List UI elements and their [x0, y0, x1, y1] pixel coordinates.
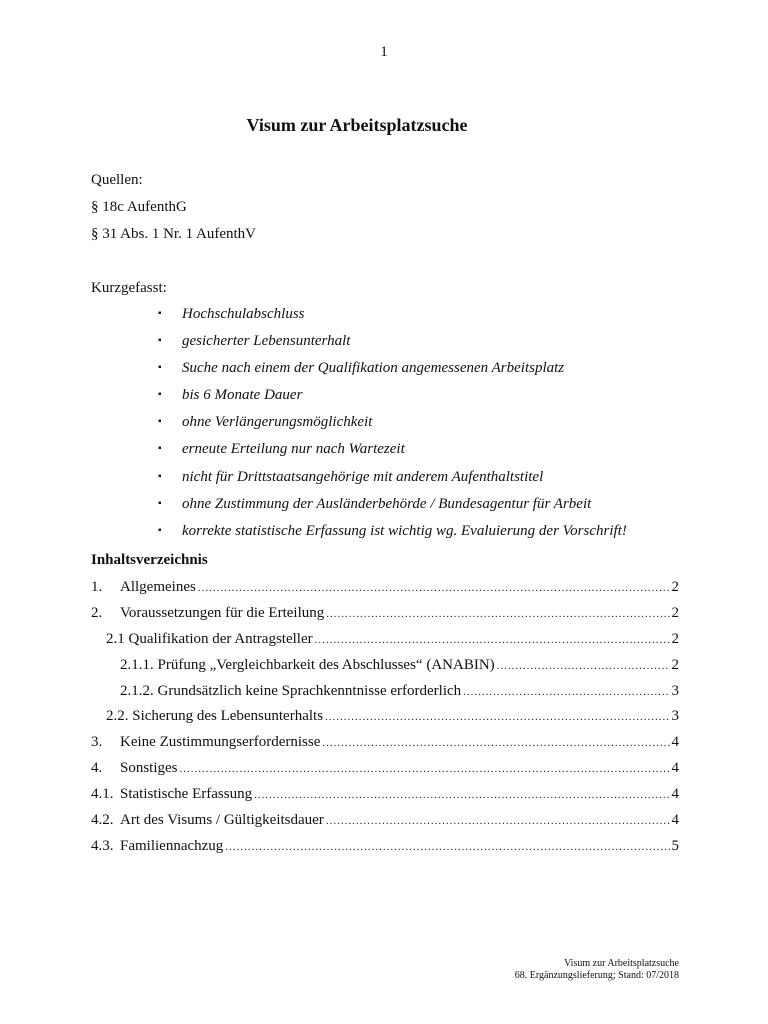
summary-label: Kurzgefasst: [91, 280, 167, 296]
toc-entry-page: 3 [671, 708, 679, 725]
toc-leader [225, 838, 669, 856]
summary-item-text: ohne Zustimmung der Ausländerbehörde / Bundesagentur für Arbeit [182, 495, 592, 512]
toc-entry-page: 5 [671, 837, 679, 854]
toc-entry-page: 4 [671, 812, 679, 829]
sources-label: Quellen: [91, 172, 143, 188]
summary-item-text: ohne Verlängerungsmöglichkeit [182, 414, 373, 431]
toc-entry-page: 4 [671, 786, 679, 803]
toc-entry-text: Allgemeines [120, 579, 196, 595]
bullet-icon: ▪ [158, 524, 162, 536]
toc-heading: Inhaltsverzeichnis [91, 552, 208, 568]
toc-entry-statistik[interactable] [91, 785, 679, 811]
toc-entry-zustimmung[interactable] [91, 733, 679, 759]
summary-item-text: bis 6 Monate Dauer [182, 387, 303, 404]
bullet-icon: ▪ [158, 497, 162, 509]
toc-leader [322, 734, 669, 752]
source-item: § 31 Abs. 1 Nr. 1 AufenthV [91, 226, 256, 242]
toc-entry-allgemeines[interactable] [91, 578, 679, 604]
summary-item-text: erneute Erteilung nur nach Wartezeit [182, 441, 405, 458]
page-footer [515, 958, 679, 982]
toc-entry-text: Grundsätzlich keine Sprachkenntnisse erforderlich [157, 682, 462, 699]
summary-item-text: Suche nach einem der Qualifikation angemessenen Arbeitsplatz [182, 360, 565, 377]
toc-entry-familiennachzug[interactable] [91, 837, 679, 863]
toc-entry-qualifikation[interactable] [91, 630, 679, 656]
bullet-icon: ▪ [158, 308, 162, 319]
summary-item-text: gesicherter Lebensunterhalt [182, 333, 351, 350]
footer-edition: 68. Ergänzungslieferung; Stand: 07/2018 [514, 970, 679, 981]
toc-entry-text: Qualifikation der Antragsteller [128, 630, 313, 647]
toc-entry-number: 2.1 [106, 630, 125, 647]
toc-entry-number: 2.1.2. [120, 682, 154, 699]
bullet-icon: ▪ [158, 362, 162, 374]
toc-leader [325, 708, 669, 726]
summary-list [158, 305, 627, 549]
toc-entry-sprachkenntnisse[interactable] [91, 682, 679, 708]
toc-entry-text: Keine Zustimmungserfordernisse [120, 734, 321, 751]
toc-entry-number: 1. [91, 579, 103, 595]
toc-leader [198, 579, 670, 597]
toc-entry-number: 4. [91, 760, 103, 777]
toc-leader [254, 786, 669, 804]
toc-entry-page: 3 [671, 682, 679, 699]
bullet-icon: ▪ [158, 335, 162, 347]
summary-item [158, 386, 627, 413]
summary-item [158, 522, 627, 549]
toc-entry-number: 2. [91, 604, 103, 621]
summary-item-text: korrekte statistische Erfassung ist wichtig wg. Evaluierung der Vorschrift! [182, 522, 627, 539]
bullet-icon: ▪ [158, 470, 162, 482]
toc-entry-sonstiges[interactable] [91, 759, 679, 785]
toc-entry-voraussetzungen[interactable] [91, 604, 679, 630]
summary-item [158, 440, 627, 467]
summary-item [158, 468, 627, 495]
toc-entry-text: Voraussetzungen für die Erteilung [120, 604, 325, 621]
document-title: Visum zur Arbeitsplatzsuche [246, 115, 468, 135]
bullet-icon: ▪ [158, 443, 162, 455]
toc-leader [180, 760, 670, 778]
table-of-contents [91, 578, 679, 863]
footer-title: Visum zur Arbeitsplatzsuche [564, 958, 679, 969]
toc-leader [315, 631, 670, 649]
sources-section [91, 171, 256, 252]
toc-entry-page: 4 [671, 734, 679, 751]
toc-entry-number: 2.1.1. [120, 656, 154, 673]
toc-entry-text: Prüfung „Vergleichbarkeit des Abschlusses“ (ANABIN) [157, 656, 495, 673]
summary-item [158, 305, 627, 332]
toc-entry-lebensunterhalt[interactable] [91, 707, 679, 733]
toc-entry-text: Sicherung des Lebensunterhalts [132, 708, 324, 725]
source-item: § 18c AufenthG [91, 199, 187, 215]
summary-item [158, 332, 627, 359]
toc-entry-number: 2.2. [106, 708, 129, 725]
toc-entry-number: 3. [91, 734, 103, 751]
toc-leader [497, 657, 670, 675]
toc-leader [463, 683, 669, 701]
toc-entry-text: Art des Visums / Gültigkeitsdauer [120, 812, 324, 829]
summary-item-text: Hochschulabschluss [182, 306, 305, 322]
toc-entry-number: 4.2. [91, 812, 114, 829]
bullet-icon: ▪ [158, 416, 162, 428]
toc-entry-visumsart[interactable] [91, 811, 679, 837]
toc-entry-page: 2 [671, 604, 679, 621]
toc-entry-anabin[interactable] [91, 656, 679, 682]
toc-entry-text: Statistische Erfassung [120, 786, 253, 803]
summary-item-text: nicht für Drittstaatsangehörige mit anderem Aufenthaltstitel [182, 468, 544, 485]
toc-entry-page: 2 [671, 630, 679, 647]
toc-entry-text: Familiennachzug [120, 837, 224, 854]
summary-item [158, 359, 627, 386]
bullet-icon: ▪ [158, 389, 162, 401]
toc-entry-text: Sonstiges [120, 760, 178, 777]
toc-leader [326, 812, 670, 830]
page-number: 1 [380, 44, 388, 60]
toc-entry-page: 4 [671, 760, 679, 777]
toc-entry-page: 2 [671, 656, 679, 673]
summary-item [158, 413, 627, 440]
toc-entry-number: 4.1. [91, 786, 114, 803]
summary-item [158, 495, 627, 522]
toc-entry-page: 2 [671, 579, 679, 595]
toc-leader [326, 605, 669, 623]
toc-entry-number: 4.3. [91, 837, 114, 854]
